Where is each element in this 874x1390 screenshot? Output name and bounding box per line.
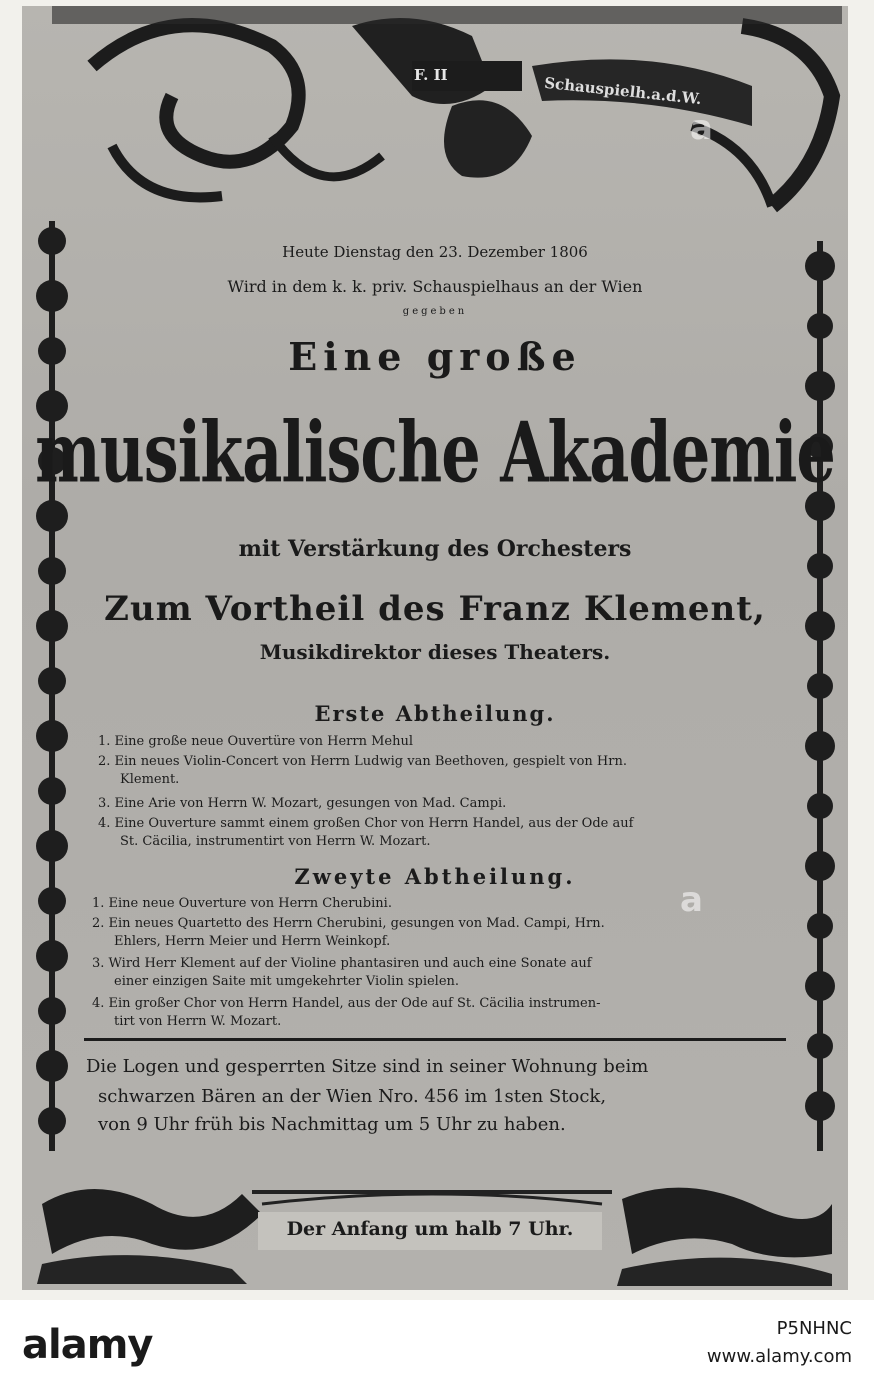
footer-note-line-1: Die Logen und gesperrten Sitze sind in seiner Wohnung beim	[86, 1056, 649, 1077]
intro-line-2: Wird in dem k. k. priv. Schauspielhaus an der Wien	[227, 277, 643, 296]
part1-item: 1. Eine große neue Ouvertüre von Herrn Mehul	[98, 734, 413, 749]
part2-item: 2. Ein neues Quartetto des Herrn Cherubini, gesungen von Mad. Campi, Hrn.	[92, 916, 605, 931]
part1-item: Klement.	[120, 772, 180, 787]
alamy-logo: alamy	[22, 1322, 153, 1368]
footer-note-line-2: schwarzen Bären an der Wien Nro. 456 im 1sten Stock,	[98, 1086, 607, 1107]
part2-item: einer einzigen Saite mit umgekehrter Violin spielen.	[114, 974, 460, 989]
part1-item: 2. Ein neues Violin-Concert von Herrn Ludwig van Beethoven, gespielt von Hrn.	[98, 754, 627, 769]
part2-item: 3. Wird Herr Klement auf der Violine phantasiren und auch eine Sonate auf	[92, 956, 592, 971]
part1-item: St. Cäcilia, instrumentirt von Herrn W. Mozart.	[120, 834, 431, 849]
title-line-3: mit Verstärkung des Orchesters	[238, 536, 632, 562]
poster-sheet	[22, 6, 848, 1290]
start-time: Der Anfang um halb 7 Uhr.	[286, 1218, 574, 1240]
part1-item: 4. Eine Ouverture sammt einem großen Chor von Herrn Handel, aus der Ode auf	[98, 816, 634, 831]
title-line-2: musikalische Akademie	[35, 403, 835, 502]
title-line-5: Musikdirektor dieses Theaters.	[259, 640, 611, 664]
part1-item: 3. Eine Arie von Herrn W. Mozart, gesungen von Mad. Campi.	[98, 796, 507, 811]
banner-ribbon-text: Schauspielh.a.d.W.	[543, 73, 703, 109]
divider-rule	[84, 1038, 786, 1041]
watermark-logo: a	[690, 108, 713, 148]
top-ornament	[52, 6, 842, 226]
intro-line-1: Heute Dienstag den 23. Dezember 1806	[282, 243, 588, 261]
image-id: P5NHNC	[776, 1318, 852, 1339]
intro-line-3: gegeben	[402, 306, 468, 317]
banner-numerals: F. II	[414, 66, 448, 84]
site-url: www.alamy.com	[706, 1346, 852, 1367]
part2-item: Ehlers, Herrn Meier und Herrn Weinkopf.	[114, 934, 391, 949]
title-line-1: Eine große	[288, 334, 582, 379]
part2-heading: Zweyte Abtheilung.	[294, 864, 576, 889]
part1-heading: Erste Abtheilung.	[314, 701, 556, 726]
watermark-logo: a	[680, 880, 703, 920]
part2-item: 1. Eine neue Ouverture von Herrn Cherubini.	[92, 896, 392, 911]
title-line-4: Zum Vortheil des Franz Klement,	[104, 589, 766, 629]
part2-item: 4. Ein großer Chor von Herrn Handel, aus der Ode auf St. Cäcilia instrumen-	[92, 996, 601, 1011]
part2-item: tirt von Herrn W. Mozart.	[114, 1014, 282, 1029]
footer-note-line-3: von 9 Uhr früh bis Nachmittag um 5 Uhr zu haben.	[98, 1114, 566, 1135]
